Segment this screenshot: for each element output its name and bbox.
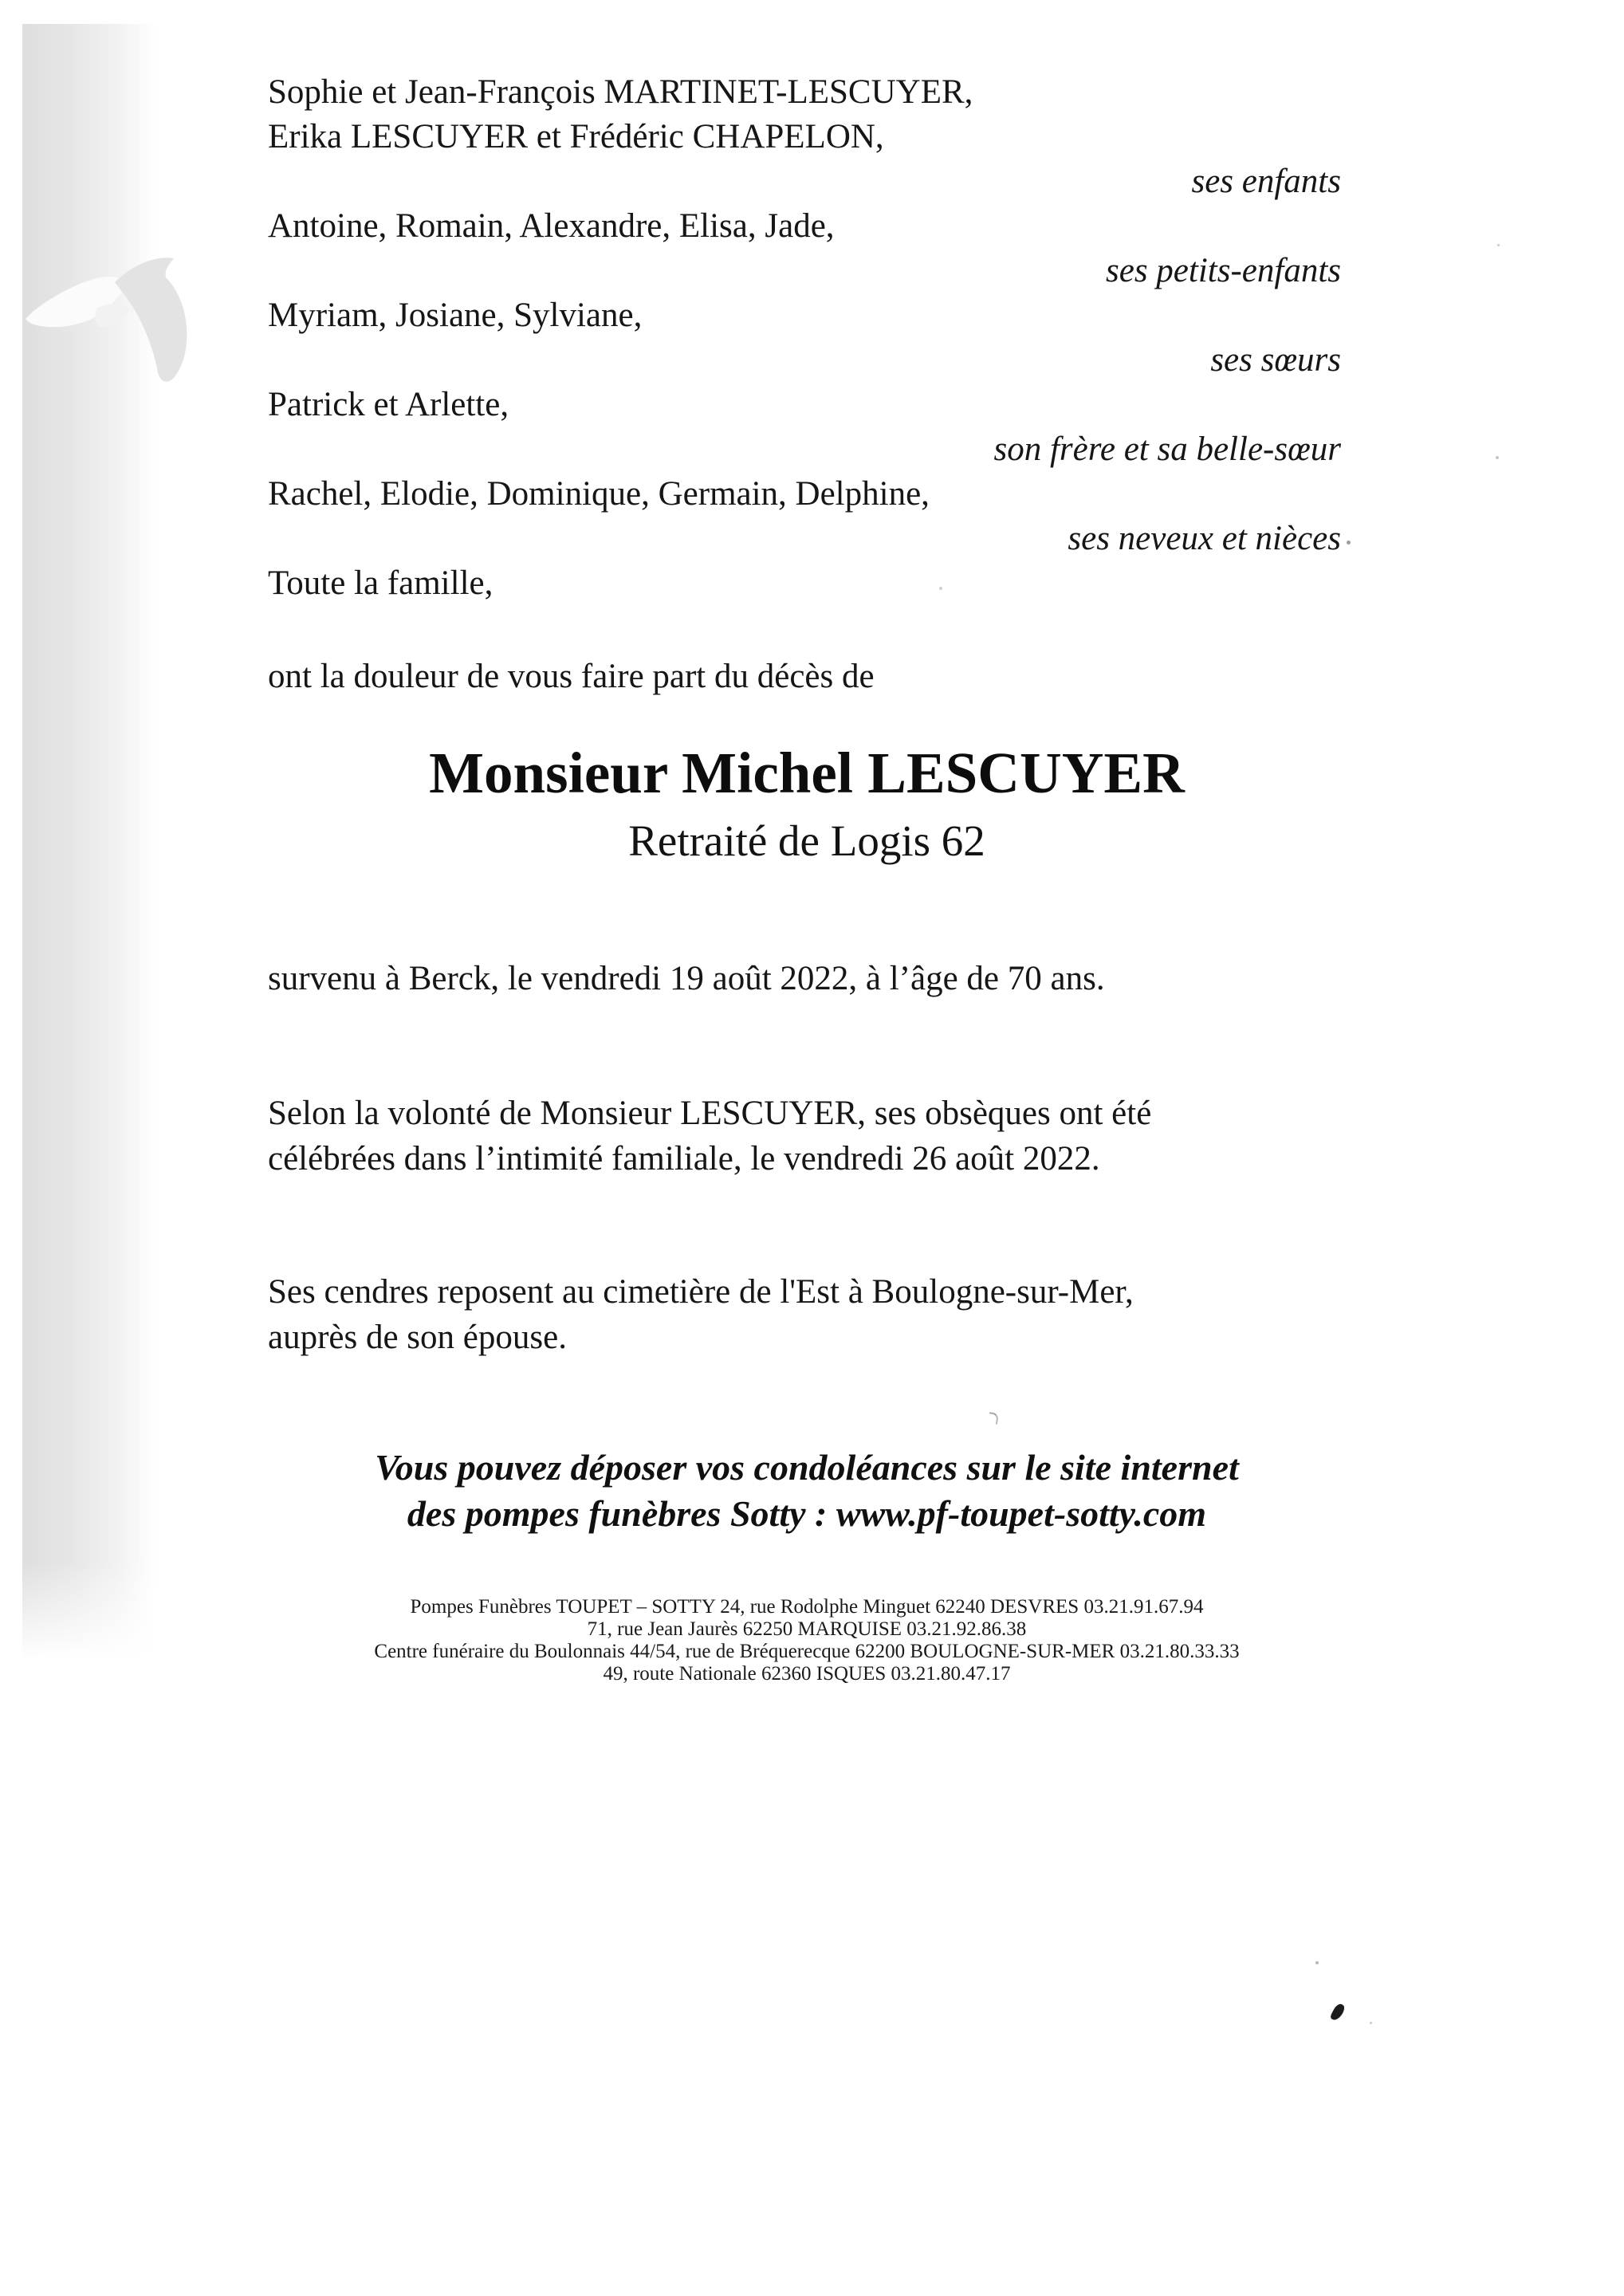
family-names-line: Toute la famille, — [268, 564, 493, 602]
family-names-line: Rachel, Elodie, Dominique, Germain, Delphine, — [268, 475, 930, 513]
condolences-line: Vous pouvez déposer vos condoléances sur le site internet — [375, 1447, 1239, 1488]
family-names-line: Sophie et Jean-François MARTINET-LESCUYER, — [268, 73, 973, 111]
funeral-home-line: Centre funéraire du Boulonnais 44/54, rue de Bréquerecque 62200 BOULOGNE-SUR-MER 03.21.80.33.33 — [374, 1641, 1240, 1662]
family-list — [268, 70, 1346, 606]
family-names-line: Antoine, Romain, Alexandre, Elisa, Jade, — [268, 207, 835, 245]
ashes-line: Ses cendres reposent au cimetière de l'Est à Boulogne-sur-Mer, — [268, 1273, 1134, 1311]
funeral-line: célébrées dans l’intimité familiale, le vendredi 26 août 2022. — [268, 1140, 1100, 1177]
funeral-home-addresses — [268, 1596, 1346, 1685]
relation-label: son frère et sa belle-sœur — [993, 431, 1341, 468]
scan-speck — [1315, 1961, 1319, 1964]
funeral-home-line: 49, route Nationale 62360 ISQUES 03.21.80.47.17 — [603, 1663, 1011, 1685]
scan-speck — [1497, 244, 1500, 246]
funeral-home-line: Pompes Funèbres TOUPET – SOTTY 24, rue Rodolphe Minguet 62240 DESVRES 03.21.91.67.94 — [410, 1596, 1204, 1618]
scan-speck — [1370, 2022, 1372, 2024]
deceased-subtitle: Retraité de Logis 62 — [628, 816, 985, 865]
scan-speck — [1330, 2002, 1347, 2022]
relation-label: ses petits-enfants — [1106, 252, 1341, 289]
family-names-line: Patrick et Arlette, — [268, 386, 509, 423]
funeral-paragraph — [268, 1091, 1346, 1181]
intro-sentence: ont la douleur de vous faire part du décès de — [268, 658, 875, 695]
condolences-notice — [268, 1445, 1346, 1537]
scan-speck — [1496, 456, 1499, 459]
scan-speck — [1347, 541, 1351, 545]
scan-speck — [939, 587, 942, 590]
ashes-line: auprès de son épouse. — [268, 1319, 567, 1356]
condolences-line: des pompes funèbres Sotty : www.pf-toupet-sotty.com — [407, 1493, 1207, 1534]
funeral-line: Selon la volonté de Monsieur LESCUYER, ses obsèques ont été — [268, 1095, 1152, 1132]
relation-label: ses sœurs — [1210, 341, 1341, 379]
death-details-line: survenu à Berck, le vendredi 19 août 2022, à l’âge de 70 ans. — [268, 960, 1105, 997]
scan-speck — [988, 1412, 999, 1425]
funeral-home-line: 71, rue Jean Jaurès 62250 MARQUISE 03.21.92.86.38 — [587, 1618, 1027, 1640]
relation-label: ses neveux et nièces — [1068, 520, 1341, 557]
family-names-line: Erika LESCUYER et Frédéric CHAPELON, — [268, 118, 884, 155]
relation-label: ses enfants — [1191, 163, 1341, 200]
family-names-line: Myriam, Josiane, Sylviane, — [268, 297, 643, 334]
deceased-name: Monsieur Michel LESCUYER — [429, 741, 1185, 805]
seagull-watermark-icon — [21, 254, 226, 400]
ashes-paragraph — [268, 1269, 1346, 1360]
